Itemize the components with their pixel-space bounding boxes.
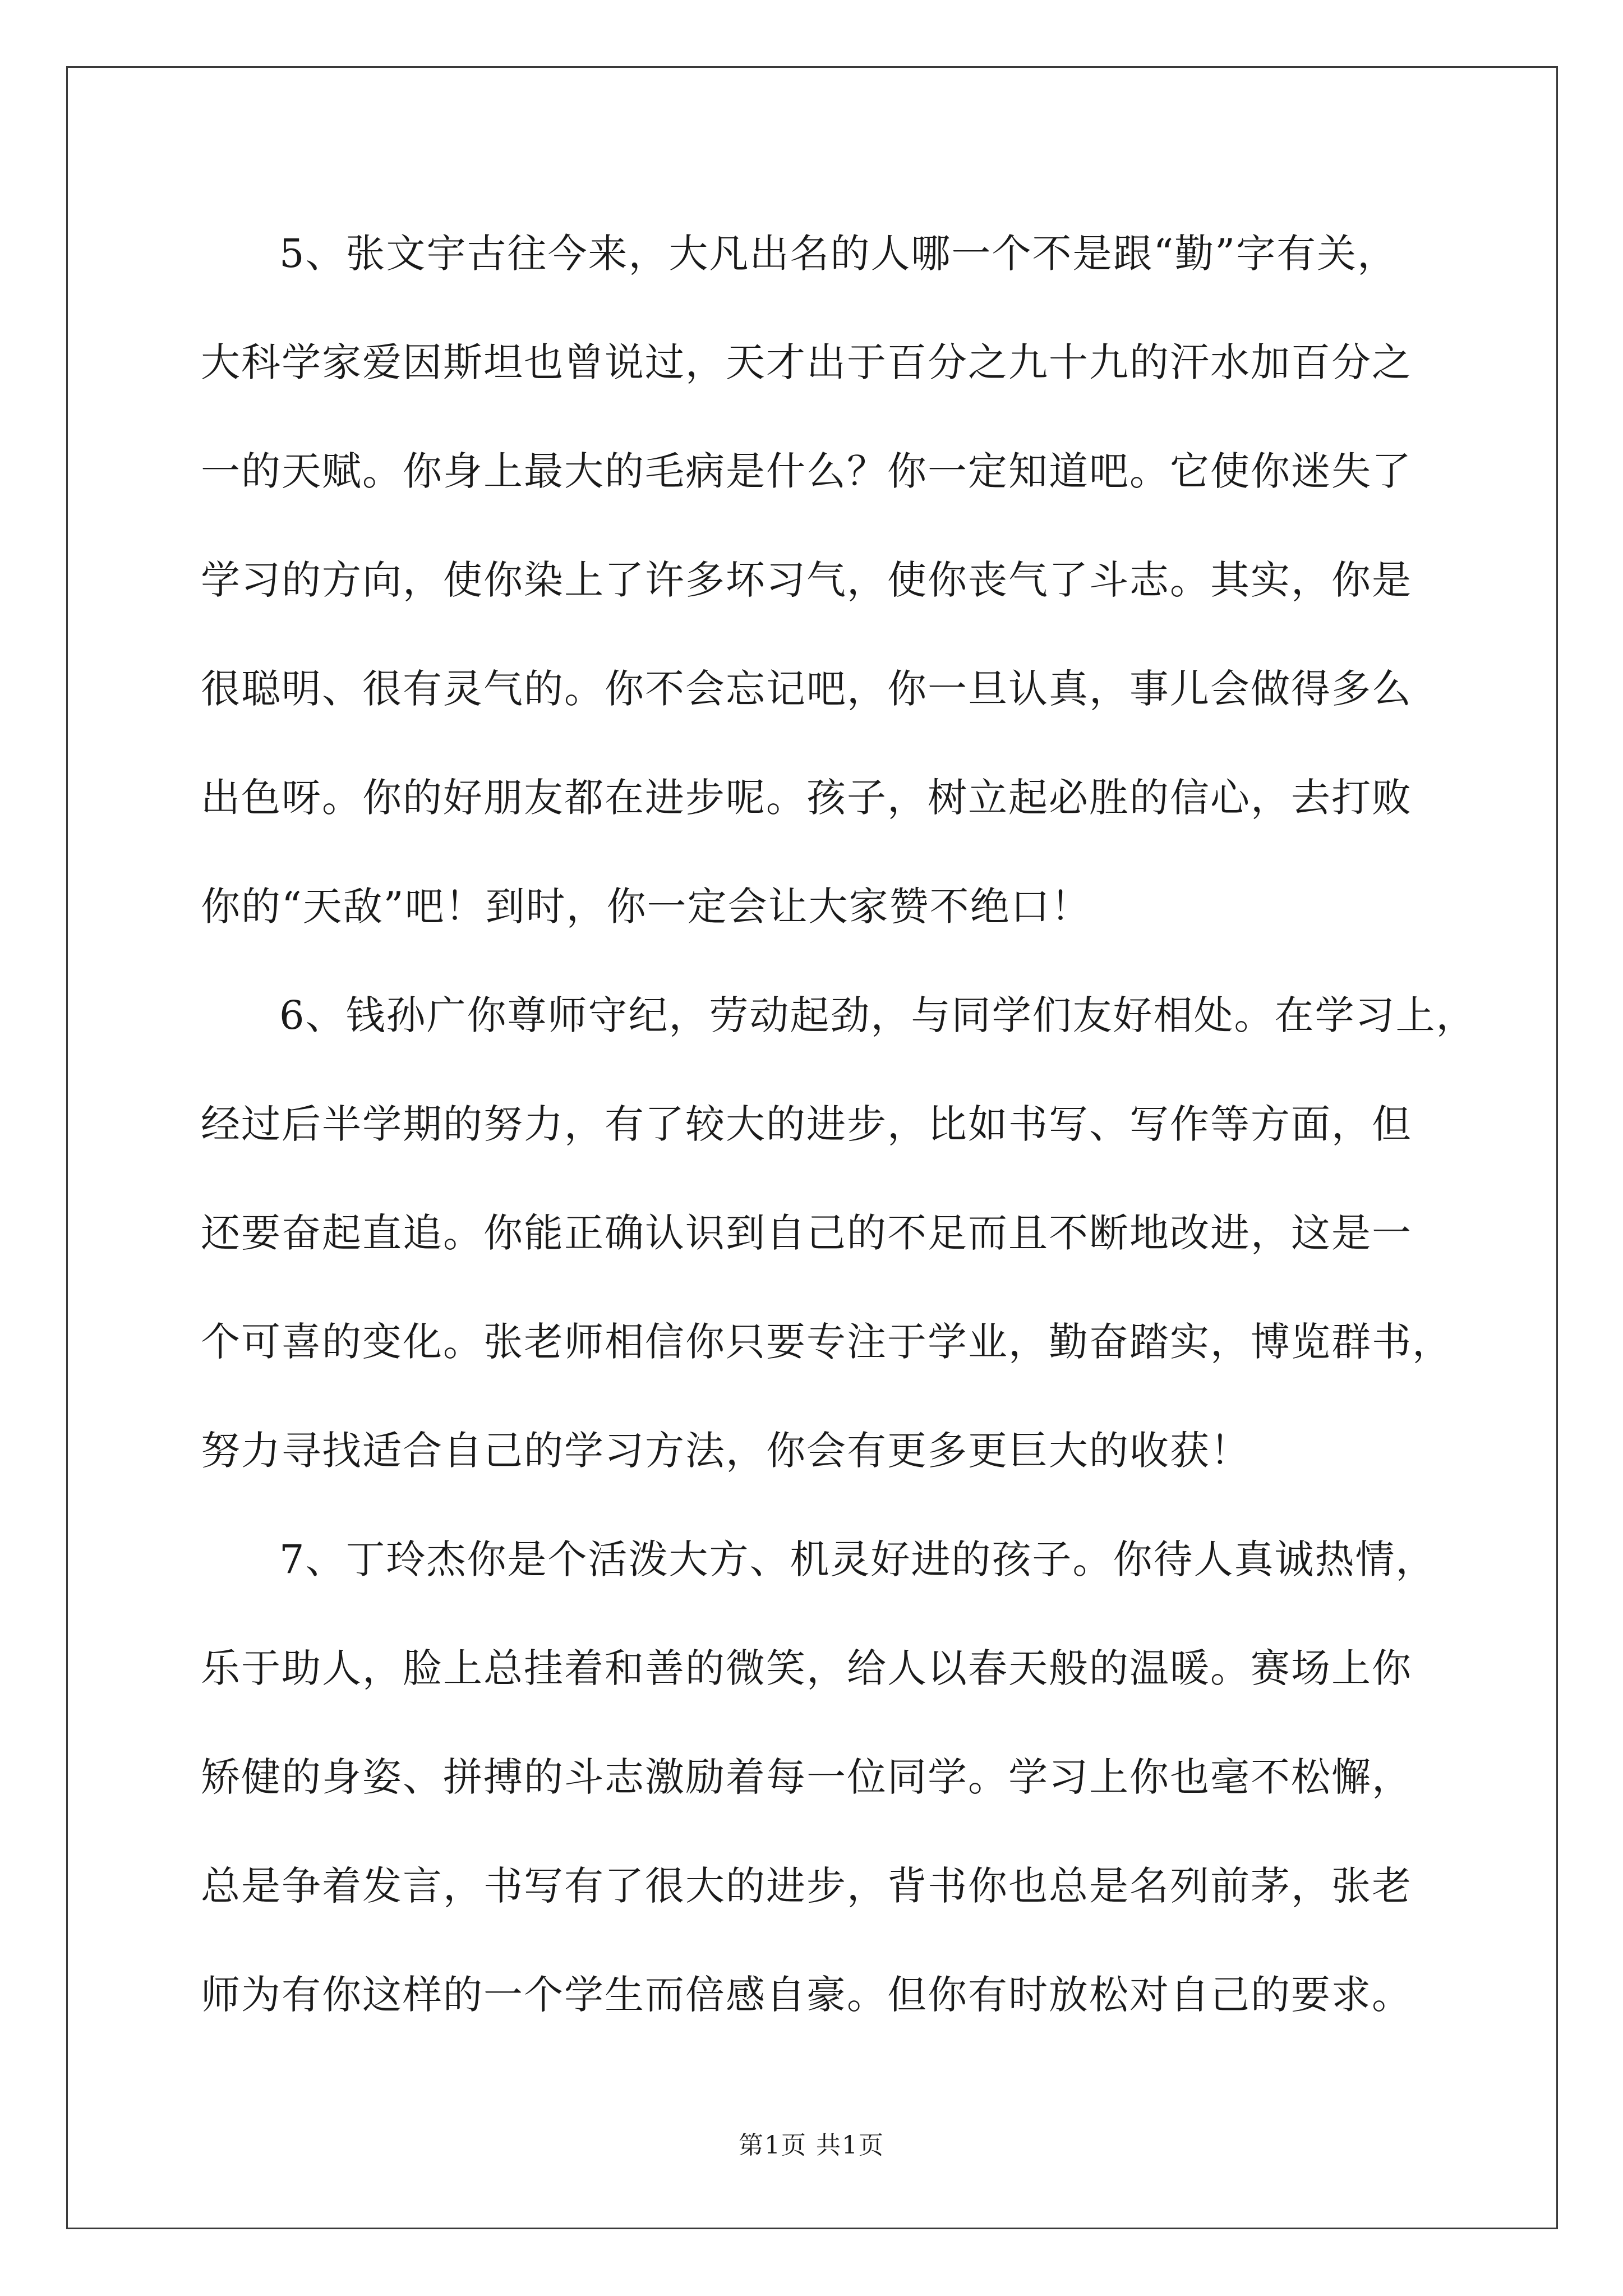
paragraph-line: 个可喜的变化。张老师相信你只要专注于学业，勤奋踏实，博览群书， — [201, 1319, 1453, 1365]
paragraph-line: 出色呀。你的好朋友都在进步呢。孩子，树立起必胜的信心，去打败 — [201, 775, 1412, 821]
paragraph-line: 矫健的身姿、拼搏的斗志激励着每一位同学。学习上你也毫不松懈， — [201, 1754, 1412, 1800]
paragraph-first-line: 7、丁玲杰你是个活泼大方、机灵好进的孩子。你待人真诚热情， — [279, 1536, 1436, 1582]
paragraph-line: 师为有你这样的一个学生而倍感自豪。但你有时放松对自己的要求。 — [201, 1972, 1412, 2018]
paragraph-line: 还要奋起直追。你能正确认识到自己的不足而且不断地改进，这是一 — [201, 1210, 1412, 1256]
paragraph-line: 很聪明、很有灵气的。你不会忘记吧，你一旦认真，事儿会做得多么 — [201, 666, 1412, 712]
paragraph-line: 大科学家爱因斯坦也曾说过，天才出于百分之九十九的汗水加百分之 — [201, 339, 1412, 385]
document-body — [201, 199, 1477, 2049]
paragraph-first-line: 5、张文宇古往今来，大凡出名的人哪一个不是跟“勤”字有关， — [279, 231, 1398, 277]
paragraph-line: 努力寻找适合自己的学习方法，你会有更多更巨大的收获！ — [201, 1428, 1251, 1474]
paragraph-line: 乐于助人，脸上总挂着和善的微笑，给人以春天般的温暖。赛场上你 — [201, 1645, 1412, 1691]
page-footer: 第1页 共1页 — [739, 2131, 884, 2160]
paragraph-line: 学习的方向，使你染上了许多坏习气，使你丧气了斗志。其实，你是 — [201, 557, 1412, 603]
paragraph-line: 你的“天敌”吧！到时，你一定会让大家赞不绝口！ — [201, 884, 1091, 930]
paragraph-line: 总是争着发言，书写有了很大的进步，背书你也总是名列前茅，张老 — [201, 1863, 1412, 1909]
paragraph-line: 一的天赋。你身上最大的毛病是什么？你一定知道吧。它使你迷失了 — [201, 448, 1412, 494]
paragraph-first-line: 6、钱孙广你尊师守纪，劳动起劲，与同学们友好相处。在学习上， — [279, 992, 1477, 1038]
paragraph-line: 经过后半学期的努力，有了较大的进步，比如书写、写作等方面，但 — [201, 1101, 1412, 1147]
